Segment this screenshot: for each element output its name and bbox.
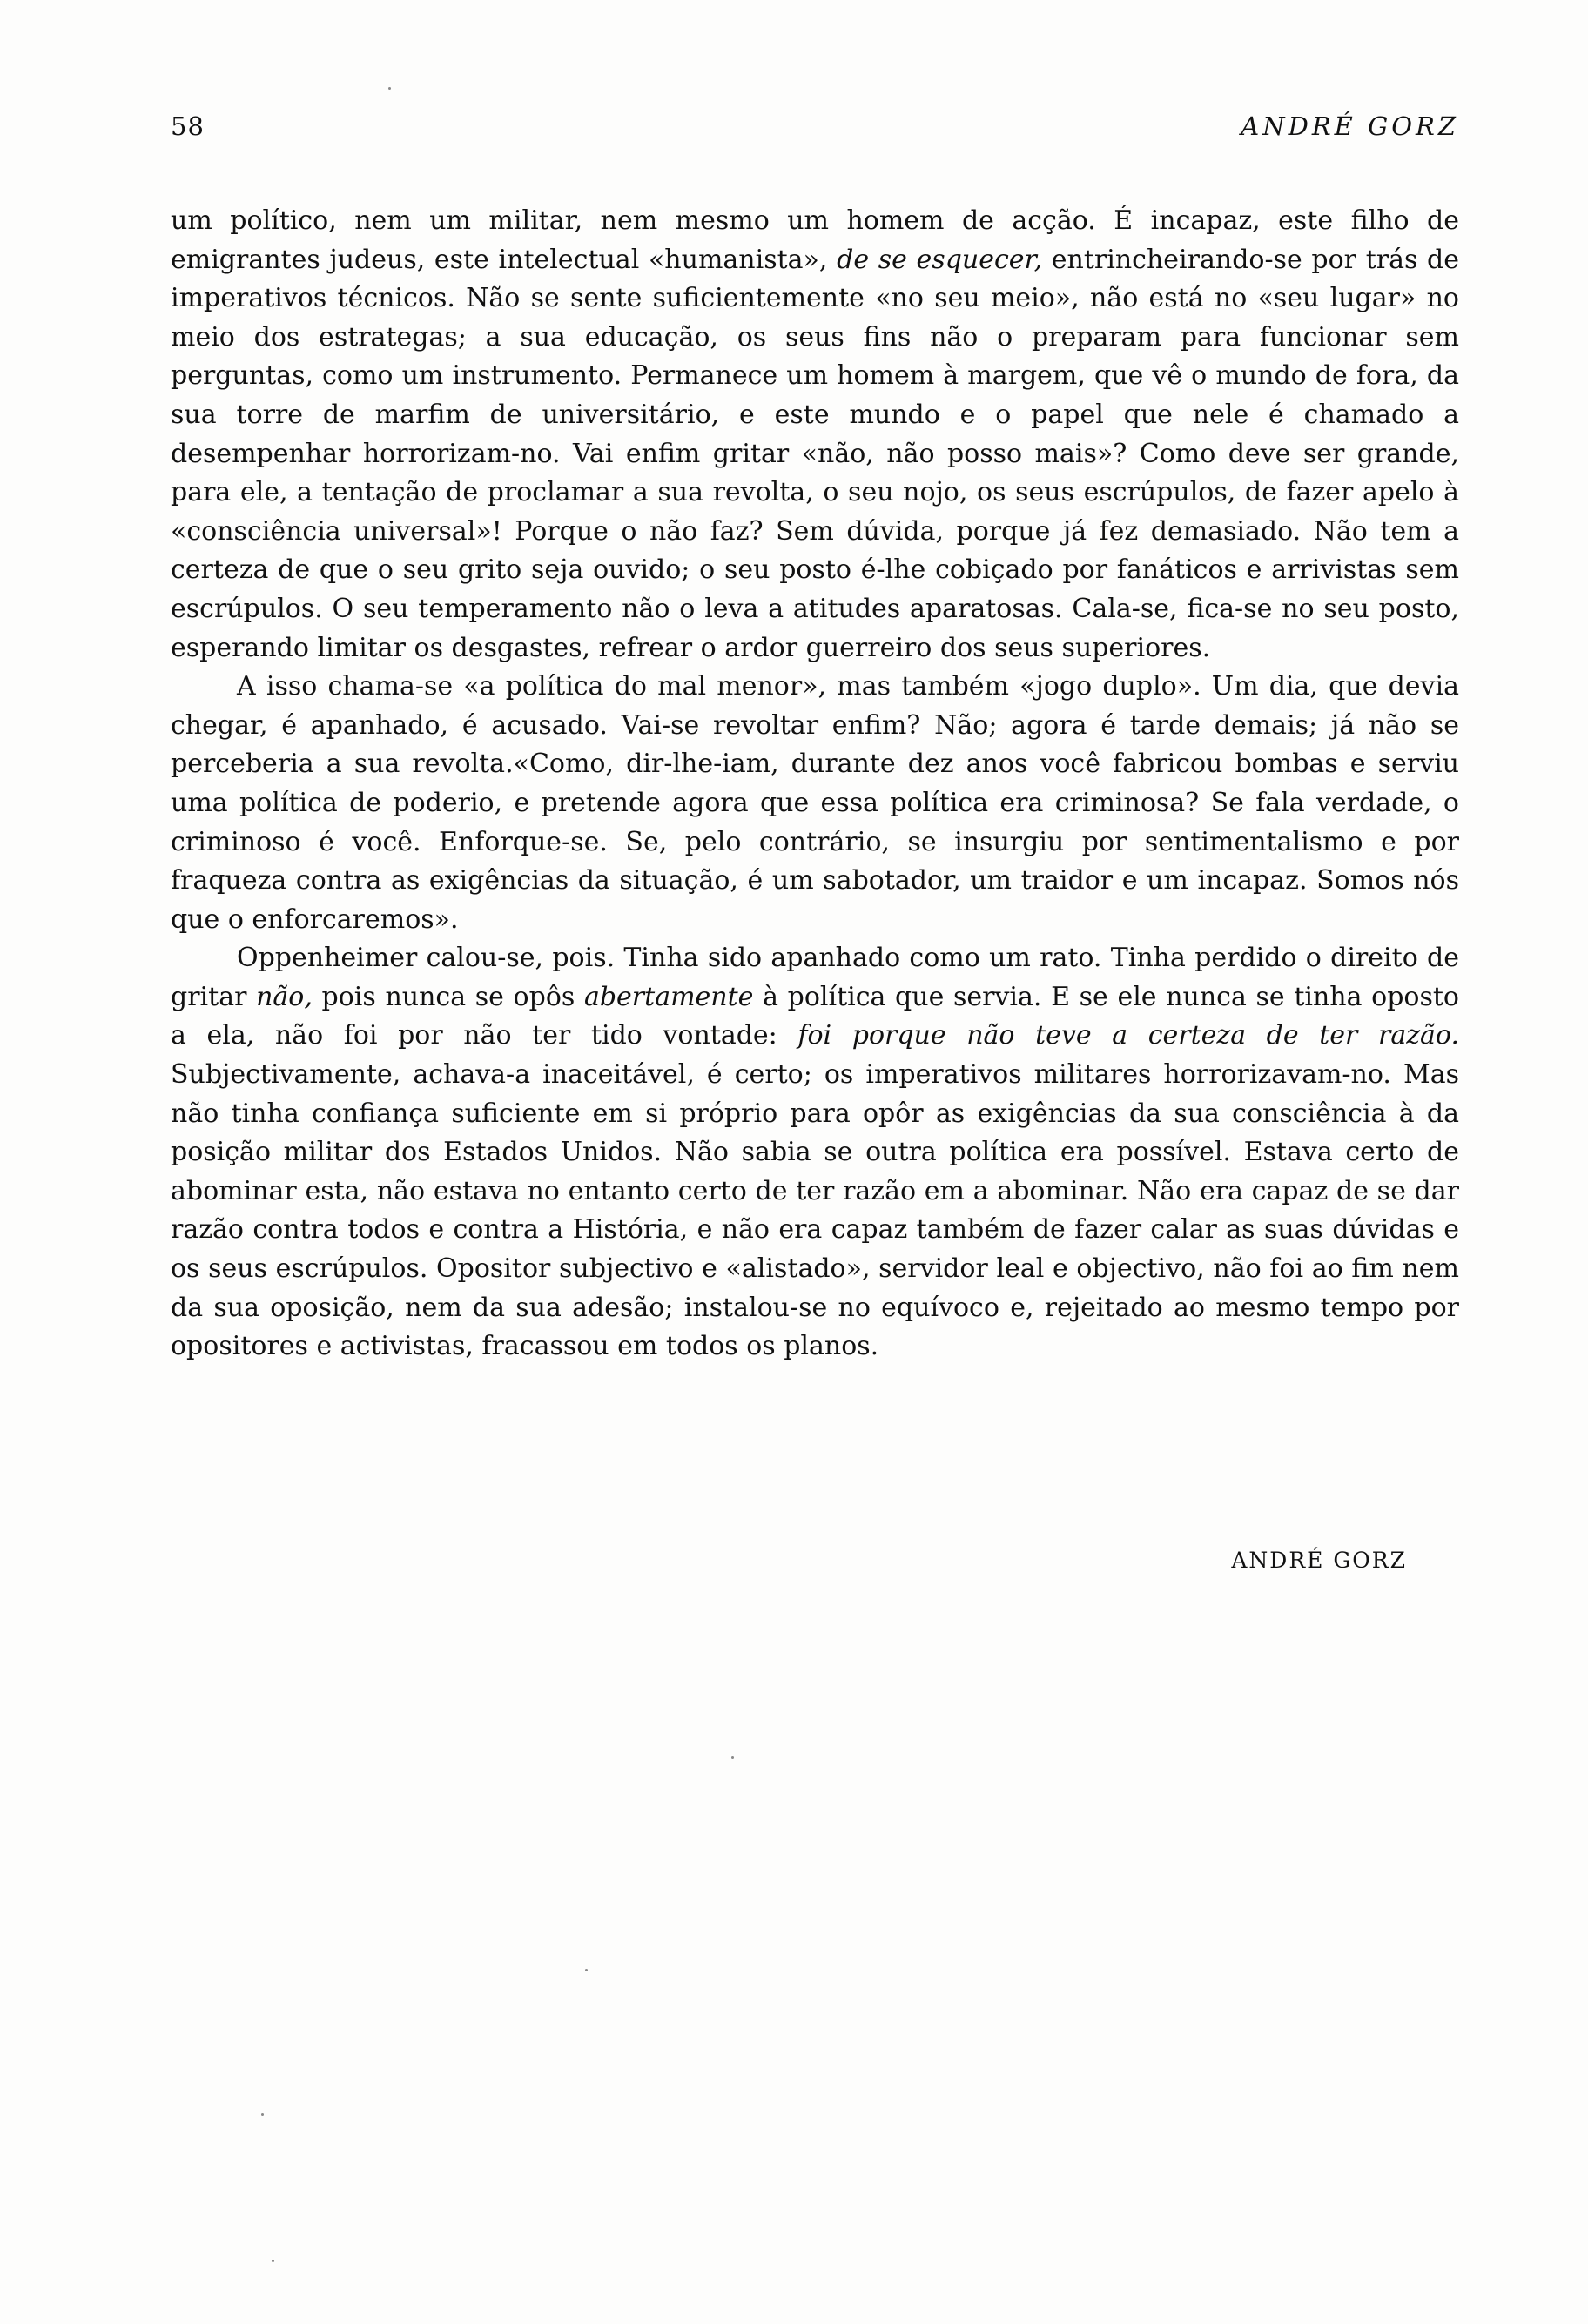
paper-speck — [585, 1969, 588, 1971]
author-signature: ANDRÉ GORZ — [1231, 1548, 1407, 1573]
paragraph-1 — [171, 202, 1459, 668]
paragraph-1-text-b: entrincheirando-se por trás de imperativos técnicos. Não se sente suficientemente «no seu meio», não está no «seu lugar» no meio dos estrategas; a sua educação, os seus fins não o preparam para funcionar sem perguntas, como um instrumento. Permanece um homem à margem, que vê o mundo de fora, da sua torre de marfim de universitário, e este mundo e o papel que nele é chamado a desempenhar horrorizam-no. Vai enfim gritar «não, não posso mais»? Como deve ser grande, para ele, a tentação de proclamar a sua revolta, o seu nojo, os seus escrúpulos, de fazer apelo à «consciência universal»! Porque o não faz? Sem dúvida, porque já fez demasiado. Não tem a certeza de que o seu grito seja ouvido; o seu posto é-lhe cobiçado por fanáticos e arrivistas sem escrúpulos. O seu temperamento não o leva a atitudes aparatosas. Cala-se, fica-se no seu posto, esperando limitar os desgastes, refrear o ardor guerreiro dos seus superiores. — [171, 244, 1459, 663]
paragraph-3-italic-c: foi porque não teve a certeza de ter razão. — [797, 1020, 1459, 1051]
paragraph-3-text-d: Subjectivamente, achava-a inaceitável, é certo; os imperativos militares horrorizavam-no. Mas não tinha confiança suficiente em si próprio para opôr as exigências da sua consciência à da posição militar dos Estados Unidos. Não sabia se outra política era possível. Estava certo de abominar esta, não estava no entanto certo de ter razão em a abominar. Não era capaz de se dar razão contra todos e contra a História, e não era capaz também de fazer calar as suas dúvidas e os seus escrúpulos. Opositor subjectivo e «alistado», servidor leal e objectivo, não foi ao fim nem da sua oposição, nem da sua adesão; instalou-se no equívoco e, rejeitado ao mesmo tempo por opositores e activistas, fracassou em todos os planos. — [171, 1059, 1459, 1362]
running-head-author: ANDRÉ GORZ — [1241, 111, 1459, 141]
paragraph-3 — [171, 939, 1459, 1367]
paragraph-3-text-b: pois nunca se opôs — [312, 981, 584, 1012]
paper-speck — [388, 87, 391, 90]
paragraph-3-text-a: Oppenheimer calou-se, pois. Tinha sido apanhado como um rato. Tinha perdido o direito de gritar — [171, 943, 1459, 1012]
page-number: 58 — [171, 111, 205, 141]
paragraph-2: A isso chama-se «a política do mal menor», mas também «jogo duplo». Um dia, que devia chegar, é apanhado, é acusado. Vai-se revoltar enfim? Não; agora é tarde demais; já não se perceberia a sua revolta.«Como, dir-lhe-iam, durante dez anos você fabricou bombas e serviu uma política de poderio, e pretende agora que essa política era criminosa? Se fala verdade, o criminoso é você. Enforque-se. Se, pelo contrário, se insurgiu por sentimentalismo e por fraqueza contra as exigências da situação, é um sabotador, um traidor e um incapaz. Somos nós que o enforcaremos». — [171, 671, 1459, 935]
paper-speck — [731, 1756, 734, 1759]
paper-speck — [272, 2260, 274, 2262]
paragraph-3-italic-a: não, — [256, 981, 313, 1012]
paper-speck — [261, 2113, 264, 2116]
paragraph-3-text-c: à política que servia. E se ele nunca se tinha oposto a ela, não foi por não ter tido vontade: — [171, 981, 1459, 1051]
paragraph-1-text-a: um político, nem um militar, nem mesmo um homem de acção. É incapaz, este filho de emigrantes judeus, este intelectual «humanista», — [171, 205, 1459, 275]
paragraph-3-italic-b: abertamente — [583, 981, 754, 1012]
article-body — [171, 202, 1459, 1367]
paragraph-1-italic-a: de se esquecer, — [837, 244, 1043, 275]
page-header — [171, 111, 1459, 153]
